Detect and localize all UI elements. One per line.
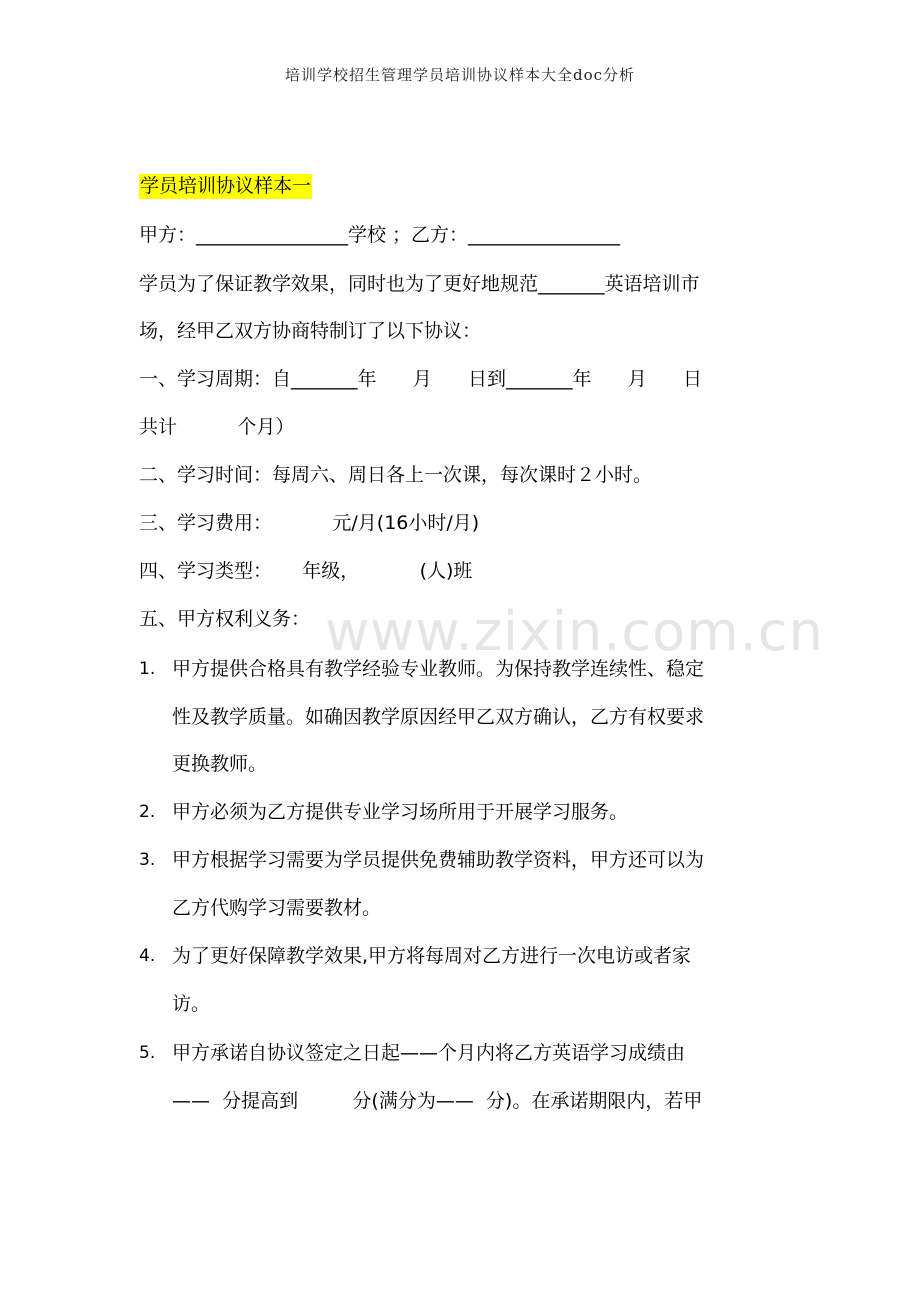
item-number: 1. [139, 659, 156, 679]
item-1-line-2: 性及教学质量。如确因教学原因经甲乙双方确认，乙方有权要求 [172, 706, 705, 728]
item-1-line-3: 更换教师。 [172, 753, 268, 775]
time-line: 二、学习时间：每周六、周日各上一次课，每次课时２小时。 [139, 464, 653, 486]
item-4-line-1: 为了更好保障教学效果,甲方将每周对乙方进行一次电访或者家 [172, 945, 692, 967]
item-3-line-1: 甲方根据学习需要为学员提供免费辅助教学资料，甲方还可以为 [172, 849, 705, 871]
parties-line: 甲方：________________学校 ；乙方：________________ [139, 224, 621, 246]
item-number: 4. [139, 946, 156, 966]
intro-line-2: 场，经甲乙双方协商特制订了以下协议： [139, 320, 482, 342]
period-line-2: 共计 个月） [139, 416, 295, 438]
watermark: www.zixin.com.cn [325, 600, 824, 663]
fee-line: 三、学习费用： 元/月(16小时/月) [139, 512, 480, 534]
document-header: 培训学校招生管理学员培训协议样本大全doc分析 [284, 66, 636, 84]
item-1-line-1: 甲方提供合格具有教学经验专业教师。为保持教学连续性、稳定 [172, 658, 705, 680]
item-3-line-2: 乙方代购学习需要教材。 [172, 897, 382, 919]
document-title: 学员培训协议样本一 [140, 175, 312, 197]
title-block [139, 171, 312, 198]
item-5-line-1: 甲方承诺自协议签定之日起——个月内将乙方英语学习成绩由 [172, 1042, 686, 1064]
item-number: 5. [139, 1043, 156, 1063]
rights-heading: 五、甲方权利义务： [139, 608, 311, 630]
item-number: 3. [139, 850, 156, 870]
item-5-line-2: —— 分提高到 分(满分为—— 分)。在承诺期限内，若甲 [172, 1090, 703, 1112]
intro-line-1: 学员为了保证教学效果，同时也为了更好地规范_______英语培训市 [139, 273, 700, 295]
item-2-line-1: 甲方必须为乙方提供专业学习场所用于开展学习服务。 [172, 801, 629, 823]
item-number: 2. [139, 802, 156, 822]
type-line: 四、学习类型： 年级， (人)班 [139, 560, 473, 582]
item-4-line-2: 访。 [172, 993, 211, 1015]
period-line-1: 一、学习周期：自_______年 月 日到_______年 月 日 [139, 368, 702, 390]
